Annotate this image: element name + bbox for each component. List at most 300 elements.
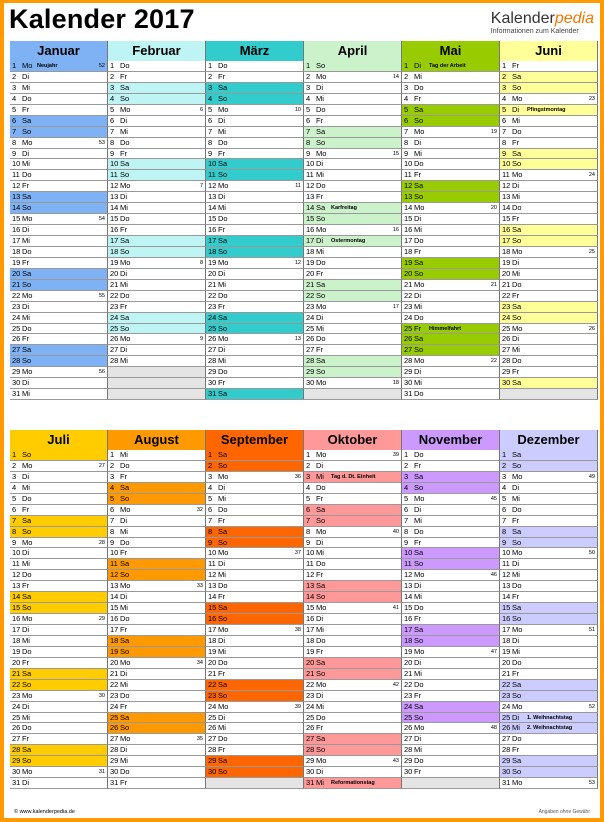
day-number: 5: [12, 493, 17, 503]
day-row: [10, 691, 108, 702]
day-row: [402, 356, 500, 367]
day-number: 26: [306, 334, 315, 344]
weekday-label: Do: [120, 61, 130, 70]
weekday-label: Mi: [414, 225, 422, 235]
day-row: [304, 236, 402, 247]
day-row: [304, 461, 402, 472]
day-number: 27: [208, 734, 217, 744]
month-column-november: [402, 430, 500, 789]
weekday-label: Sa: [512, 148, 522, 158]
day-row: [206, 559, 304, 570]
day-number: 17: [208, 625, 217, 634]
day-number: 18: [208, 635, 217, 645]
day-number: 7: [502, 126, 507, 136]
day-row: [402, 570, 500, 581]
weekday-label: Mi: [120, 126, 128, 136]
weekday-label: Fr: [120, 225, 128, 235]
day-row: [304, 483, 402, 494]
day-number: 31: [208, 389, 217, 399]
day-row: [402, 192, 500, 203]
weekday-label: Do: [22, 646, 32, 656]
weekday-label: Fr: [218, 592, 226, 602]
weekday-label: Do: [218, 734, 228, 744]
day-row: [304, 505, 402, 516]
day-number: 23: [306, 690, 315, 700]
weekday-label: Mi: [22, 559, 30, 569]
weekday-label: Fr: [120, 471, 128, 481]
day-number: 7: [110, 515, 115, 525]
day-row: [108, 269, 206, 280]
day-number: 31: [306, 778, 315, 788]
day-number: 29: [12, 756, 21, 766]
day-row: [402, 745, 500, 756]
day-number: 14: [110, 592, 119, 602]
weekday-label: Do: [316, 712, 326, 722]
weekday-label: So: [414, 192, 424, 202]
day-row: [10, 756, 108, 767]
week-number: 26: [588, 325, 595, 332]
day-row: [10, 72, 108, 83]
day-row: [206, 723, 304, 734]
day-row: [402, 505, 500, 516]
day-row: [10, 389, 108, 400]
day-number: 10: [208, 548, 217, 558]
weekday-label: Sa: [218, 159, 228, 169]
day-row: [10, 669, 108, 680]
day-row: [402, 94, 500, 105]
weekday-label: Mi: [316, 246, 324, 256]
day-number: 22: [12, 679, 21, 689]
weekday-label: Mo: [218, 104, 229, 114]
day-number: 6: [110, 115, 115, 125]
day-row: [10, 767, 108, 778]
day-number: 16: [404, 225, 413, 235]
weekday-label: Sa: [218, 389, 228, 399]
day-number: 7: [404, 126, 409, 136]
weekday-label: So: [512, 236, 522, 245]
day-number: 28: [110, 745, 119, 755]
day-row: [206, 83, 304, 94]
day-number: 5: [110, 104, 115, 114]
weekday-label: So: [218, 460, 228, 470]
day-row: [402, 302, 500, 313]
day-number: 9: [502, 148, 507, 158]
weekday-label: Fr: [512, 61, 520, 70]
weekday-label: Mi: [22, 712, 30, 722]
weekday-label: Mi: [120, 679, 128, 689]
day-number: 21: [502, 668, 511, 678]
day-number: 11: [502, 170, 510, 180]
day-number: 26: [404, 334, 413, 344]
day-number: 6: [12, 115, 17, 125]
month-header: August: [108, 430, 206, 450]
day-row: [402, 236, 500, 247]
day-number: 5: [208, 104, 213, 114]
weekday-label: Fr: [512, 290, 520, 300]
day-row: [10, 614, 108, 625]
weekday-label: Di: [218, 482, 226, 492]
day-number: 2: [502, 71, 507, 81]
weekday-label: Sa: [316, 126, 326, 136]
day-number: 15: [404, 214, 413, 224]
weekday-label: Sa: [218, 82, 228, 92]
weekday-label: Do: [22, 723, 32, 733]
day-row: [500, 592, 598, 603]
day-row: [10, 658, 108, 669]
day-number: 24: [208, 312, 217, 322]
day-number: 10: [110, 548, 119, 558]
day-number: 9: [306, 148, 311, 158]
day-number: 18: [12, 635, 21, 645]
weekday-label: Di: [218, 345, 226, 355]
weekday-label: Sa: [218, 756, 228, 766]
day-row: [108, 527, 206, 538]
weekday-label: So: [512, 312, 522, 322]
weekday-label: Fr: [22, 181, 30, 191]
day-number: 21: [110, 668, 119, 678]
day-number: 18: [110, 246, 119, 256]
day-number: 5: [110, 493, 115, 503]
week-number: 6: [199, 106, 203, 113]
day-number: 6: [12, 504, 17, 514]
day-row: [108, 83, 206, 94]
day-row: [500, 258, 598, 269]
day-number: 2: [502, 460, 507, 470]
day-number: 11: [110, 170, 118, 180]
day-row: [500, 559, 598, 570]
day-row: [304, 170, 402, 181]
day-row: [10, 516, 108, 527]
day-number: 30: [404, 767, 413, 777]
day-row: [10, 225, 108, 236]
week-number: 21: [490, 281, 497, 288]
day-number: 10: [306, 159, 315, 169]
day-row: [304, 647, 402, 658]
day-row: [304, 702, 402, 713]
day-row: [206, 258, 304, 269]
day-row: [206, 592, 304, 603]
weekday-label: Mi: [414, 71, 422, 81]
day-row: [500, 505, 598, 516]
weekday-label: Mo: [218, 625, 229, 634]
day-row: [108, 494, 206, 505]
day-row: [402, 159, 500, 170]
day-number: 7: [502, 515, 507, 525]
day-number: 9: [208, 148, 213, 158]
week-number: 47: [490, 648, 497, 655]
weekday-label: Mo: [414, 723, 425, 733]
day-number: 19: [404, 646, 413, 656]
weekday-label: So: [316, 592, 326, 602]
day-row: [10, 356, 108, 367]
day-row: [108, 647, 206, 658]
day-number: 17: [208, 236, 217, 245]
weekday-label: Mo: [316, 301, 327, 311]
day-number: 2: [404, 460, 409, 470]
day-row: [500, 345, 598, 356]
weekday-label: Fr: [316, 268, 324, 278]
day-row: [500, 72, 598, 83]
weekday-label: Di: [414, 734, 422, 744]
weekday-label: Do: [414, 159, 424, 169]
day-number: 27: [404, 734, 413, 744]
day-number: 22: [404, 679, 413, 689]
day-row: [10, 494, 108, 505]
day-number: 4: [12, 93, 17, 103]
day-number: 31: [110, 778, 119, 788]
day-number: 25: [12, 712, 21, 722]
weekday-label: Do: [512, 581, 522, 591]
day-number: 7: [404, 515, 409, 525]
week-number: 53: [98, 139, 105, 146]
day-row: [500, 149, 598, 160]
day-row: [402, 581, 500, 592]
day-number: 28: [208, 356, 217, 366]
day-number: 3: [110, 82, 115, 92]
weekday-label: Di: [316, 690, 324, 700]
day-number: 18: [306, 246, 315, 256]
day-row: [304, 138, 402, 149]
day-row: [500, 734, 598, 745]
weekday-label: Fr: [120, 778, 128, 788]
day-number: 6: [404, 115, 409, 125]
week-number: 33: [196, 583, 203, 590]
day-number: 16: [306, 614, 315, 624]
day-number: 29: [208, 756, 217, 766]
day-number: 25: [502, 323, 511, 333]
weekday-label: Mi: [316, 625, 324, 634]
day-number: 29: [208, 367, 217, 377]
day-row: [500, 94, 598, 105]
week-number: 53: [588, 780, 595, 787]
weekday-label: Di: [22, 625, 30, 634]
day-row: [500, 159, 598, 170]
week-number: 35: [196, 736, 203, 743]
weekday-label: Do: [218, 137, 228, 147]
weekday-label: Di: [218, 635, 226, 645]
month-column-mai: [402, 41, 500, 400]
weekday-label: Sa: [22, 192, 32, 202]
day-number: 27: [208, 345, 217, 355]
day-row: [500, 570, 598, 581]
day-row: [206, 302, 304, 313]
day-number: 4: [404, 482, 409, 492]
day-row: [206, 461, 304, 472]
day-number: 7: [306, 515, 311, 525]
weekday-label: Fr: [120, 71, 128, 81]
day-row: [108, 291, 206, 302]
day-number: 6: [502, 504, 507, 514]
weekday-label: Do: [414, 236, 424, 245]
weekday-label: Do: [120, 290, 130, 300]
month-column-februar: [108, 41, 206, 400]
footer-copyright: © www.kalenderpedia.de: [14, 809, 75, 815]
day-row: [304, 225, 402, 236]
day-number: 27: [110, 345, 119, 355]
day-row: [402, 313, 500, 324]
weekday-label: Fr: [120, 548, 128, 558]
day-number: 14: [502, 592, 511, 602]
weekday-label: So: [22, 450, 32, 459]
day-row: [108, 72, 206, 83]
weekday-label: Di: [512, 635, 520, 645]
day-row: [108, 258, 206, 269]
day-number: 3: [502, 471, 507, 481]
day-row: [402, 658, 500, 669]
weekday-label: Sa: [512, 301, 522, 311]
day-number: 28: [404, 745, 413, 755]
weekday-label: Mi: [22, 635, 30, 645]
weekday-label: Do: [316, 334, 326, 344]
day-row: [10, 538, 108, 549]
day-row: [206, 472, 304, 483]
day-row: [10, 61, 108, 72]
week-number: 25: [588, 248, 595, 255]
weekday-label: Fr: [22, 104, 30, 114]
weekday-label: So: [218, 767, 228, 777]
day-row: [108, 61, 206, 72]
day-number: 22: [12, 290, 21, 300]
weekday-label: Do: [120, 460, 130, 470]
day-number: 25: [404, 323, 413, 333]
day-row: [10, 269, 108, 280]
day-number: 15: [306, 603, 315, 613]
weekday-label: Sa: [512, 450, 522, 459]
weekday-label: Di: [120, 745, 128, 755]
day-number: 22: [404, 290, 413, 300]
day-row: [304, 356, 402, 367]
day-number: 15: [110, 214, 119, 224]
day-number: 24: [306, 701, 315, 711]
weekday-label: Do: [512, 504, 522, 514]
weekday-label: Di: [22, 471, 30, 481]
weekday-label: Do: [22, 570, 32, 580]
weekday-label: Mi: [512, 646, 520, 656]
month-column-april: [304, 41, 402, 400]
holiday-label: 2. Weihnachtstag: [527, 725, 573, 732]
weekday-label: Di: [316, 82, 324, 92]
weekday-label: Do: [512, 279, 522, 289]
weekday-label: Mo: [22, 290, 33, 300]
weekday-label: Sa: [414, 334, 424, 344]
day-row: [108, 313, 206, 324]
day-number: 27: [404, 345, 413, 355]
day-row: [304, 291, 402, 302]
weekday-label: Di: [414, 504, 422, 514]
day-row: [500, 548, 598, 559]
day-number: 19: [110, 646, 119, 656]
weekday-label: Do: [512, 203, 522, 213]
day-row: [304, 94, 402, 105]
weekday-label: Di: [120, 192, 128, 202]
day-number: 20: [208, 268, 217, 278]
weekday-label: Sa: [414, 257, 424, 267]
day-number: 10: [12, 548, 21, 558]
day-row: [206, 170, 304, 181]
weekday-label: Do: [316, 104, 326, 114]
weekday-label: So: [512, 537, 522, 547]
week-number: 56: [98, 369, 105, 376]
day-number: 14: [404, 592, 413, 602]
day-number: 19: [306, 646, 315, 656]
day-row: [206, 181, 304, 192]
weekday-label: Fr: [512, 515, 520, 525]
week-number: 39: [294, 703, 301, 710]
day-row: [304, 127, 402, 138]
weekday-label: Mo: [512, 625, 523, 634]
day-number: 14: [306, 592, 315, 602]
weekday-label: Sa: [414, 471, 424, 481]
weekday-label: Mo: [414, 493, 425, 503]
weekday-label: Mo: [316, 450, 327, 459]
day-number: 13: [110, 581, 119, 591]
day-row: [108, 548, 206, 559]
day-row: [108, 734, 206, 745]
weekday-label: Sa: [22, 668, 32, 678]
day-row: [206, 767, 304, 778]
week-number: 40: [392, 528, 399, 535]
day-number: 15: [502, 603, 511, 613]
day-number: 12: [110, 181, 119, 191]
weekday-label: Fr: [22, 657, 30, 667]
day-number: 25: [404, 712, 413, 722]
week-number: 20: [490, 205, 497, 212]
weekday-label: Di: [218, 712, 226, 722]
day-row: [108, 461, 206, 472]
day-row: [10, 334, 108, 345]
weekday-label: Mi: [120, 279, 128, 289]
day-row: [206, 356, 304, 367]
day-row: [206, 149, 304, 160]
month-column-märz: [206, 41, 304, 400]
day-number: 1: [502, 61, 507, 70]
day-number: 21: [404, 279, 413, 289]
day-row: [108, 505, 206, 516]
day-row: [402, 389, 500, 400]
day-row: [304, 378, 402, 389]
holiday-label: 1. Weihnachtstag: [527, 714, 573, 721]
day-number: 26: [208, 334, 217, 344]
day-row: [304, 581, 402, 592]
weekday-label: Mo: [512, 323, 523, 333]
day-number: 23: [306, 301, 315, 311]
day-number: 2: [404, 71, 409, 81]
day-number: 9: [110, 537, 115, 547]
day-row: [206, 367, 304, 378]
weekday-label: Di: [218, 559, 226, 569]
weekday-label: Mo: [120, 734, 131, 744]
weekday-label: So: [22, 526, 32, 536]
week-number: 43: [392, 758, 399, 765]
day-number: 8: [110, 526, 115, 536]
week-number: 13: [294, 336, 301, 343]
weekday-label: Mi: [22, 236, 30, 245]
weekday-label: Mi: [414, 148, 422, 158]
weekday-label: Do: [218, 581, 228, 591]
weekday-label: Mo: [22, 537, 33, 547]
day-row: [10, 559, 108, 570]
day-row: [10, 83, 108, 94]
day-row: [10, 105, 108, 116]
weekday-label: Mo: [316, 526, 327, 536]
weekday-label: Di: [120, 668, 128, 678]
day-number: 24: [12, 701, 21, 711]
day-number: 6: [306, 504, 311, 514]
day-number: 2: [208, 460, 213, 470]
weekday-label: Do: [316, 181, 326, 191]
day-row: [402, 291, 500, 302]
weekday-label: Mi: [512, 570, 520, 580]
